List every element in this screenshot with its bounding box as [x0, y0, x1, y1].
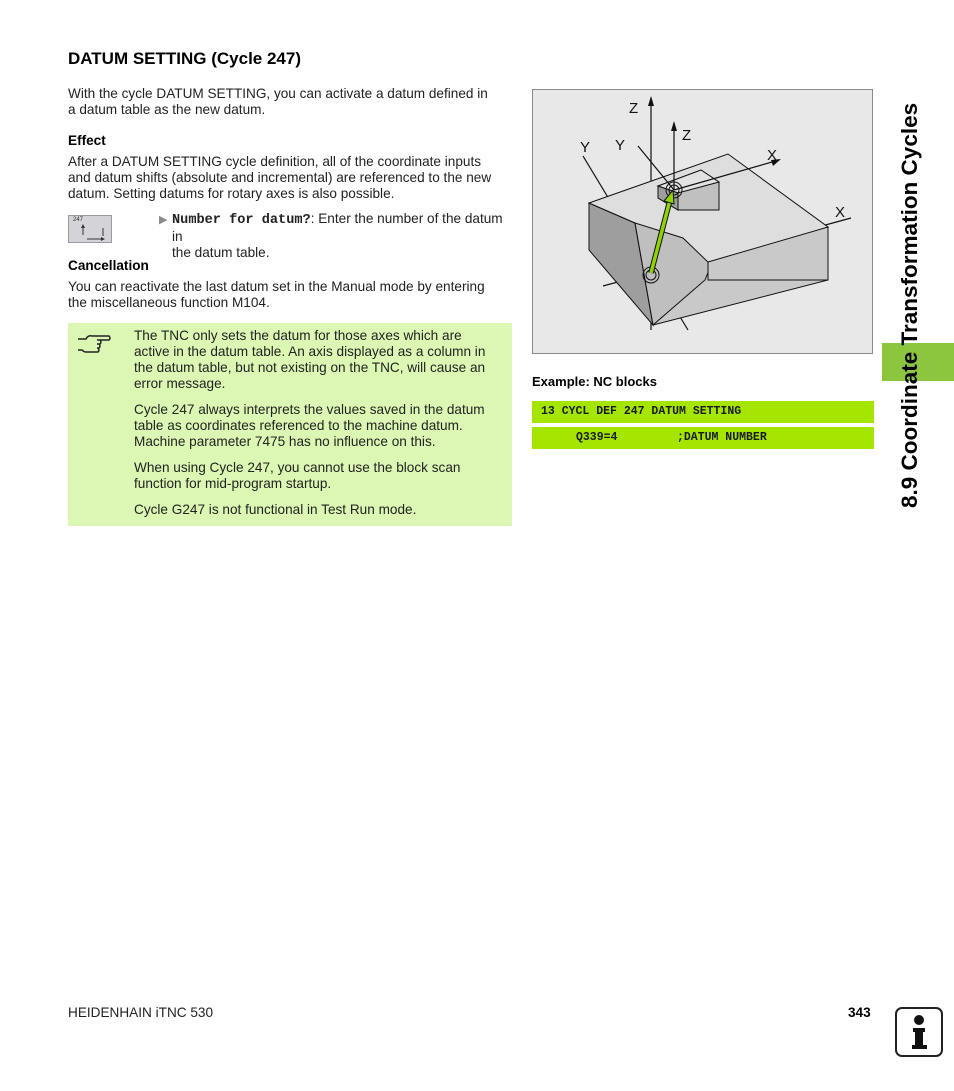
- note-line: active in the datum table. An axis displayed as a column in: [134, 344, 486, 359]
- parameter-description: [172, 211, 512, 261]
- nc-block-text: 13 CYCL DEF 247 DATUM SETTING: [541, 405, 742, 418]
- axis-label-x-lower: X: [835, 204, 846, 221]
- page-number: 343: [848, 1005, 871, 1020]
- datum-setting-figure: [532, 89, 873, 354]
- nc-comment: ;DATUM NUMBER: [677, 431, 767, 444]
- note-paragraph: [134, 328, 506, 392]
- axis-label-z-inner: Z: [682, 127, 692, 144]
- note-line: Cycle G247 is not functional in Test Run mode.: [134, 502, 417, 517]
- nc-block-line: [532, 427, 874, 449]
- example-label: Example: NC blocks: [532, 374, 657, 389]
- note-line: Cycle 247 always interprets the values saved in the datum: [134, 402, 485, 417]
- note-line: function for mid-program startup.: [134, 476, 332, 491]
- cancellation-paragraph: [68, 279, 513, 311]
- parameter-desc-cont: the datum table.: [172, 245, 270, 260]
- effect-heading: Effect: [68, 133, 106, 148]
- effect-line: datum. Setting datums for rotary axes is also possible.: [68, 186, 395, 201]
- note-text: [134, 328, 506, 528]
- nc-block-line: [532, 401, 874, 423]
- cancellation-heading: Cancellation: [68, 258, 149, 273]
- note-line: When using Cycle 247, you cannot use the block scan: [134, 460, 461, 475]
- cycle-247-softkey-icon: [68, 215, 112, 243]
- axis-label-y-outer: Y: [580, 139, 591, 156]
- parameter-desc: : Enter the number of the datum in: [172, 211, 503, 244]
- nc-parameter: Q339=4: [576, 431, 618, 444]
- axis-label-x-upper: X: [767, 147, 778, 164]
- intro-line: a datum table as the new datum.: [68, 102, 266, 117]
- effect-paragraph: [68, 154, 513, 202]
- bullet-triangle-icon: ▶: [159, 214, 168, 226]
- note-line: the datum table, but not existing on the TNC, will cause an: [134, 360, 486, 375]
- intro-paragraph: [68, 86, 513, 118]
- note-line: Machine parameter 7475 has no influence on this.: [134, 434, 436, 449]
- intro-line: With the cycle DATUM SETTING, you can activate a datum defined in: [68, 86, 488, 101]
- axis-label-z-outer: Z: [629, 100, 639, 117]
- section-title: DATUM SETTING (Cycle 247): [68, 49, 302, 68]
- workpiece-illustration: [533, 90, 872, 353]
- cycle-icon-number: 247: [73, 217, 84, 223]
- effect-line: After a DATUM SETTING cycle definition, all of the coordinate inputs: [68, 154, 482, 169]
- note-line: The TNC only sets the datum for those axes which are: [134, 328, 462, 343]
- footer-manual-name: HEIDENHAIN iTNC 530: [68, 1005, 214, 1020]
- effect-line: and datum shifts (absolute and incremental) are referenced to the new: [68, 170, 492, 185]
- axis-label-y-inner: Y: [615, 137, 626, 154]
- datum-arrow-icon: [69, 216, 113, 244]
- note-line: error message.: [134, 376, 226, 391]
- chapter-side-title: 8.9 Coordinate Transformation Cycles: [897, 102, 922, 508]
- note-paragraph: [134, 402, 506, 450]
- note-paragraph: [134, 460, 506, 492]
- note-line: table as coordinates referenced to the machine datum.: [134, 418, 463, 433]
- parameter-name: Number for datum?: [172, 213, 311, 228]
- cancellation-line: the miscellaneous function M104.: [68, 295, 270, 310]
- pointing-hand-icon: [76, 333, 112, 357]
- cancellation-line: You can reactivate the last datum set in the Manual mode by entering: [68, 279, 485, 294]
- info-icon: [895, 1007, 943, 1057]
- note-paragraph: [134, 502, 506, 518]
